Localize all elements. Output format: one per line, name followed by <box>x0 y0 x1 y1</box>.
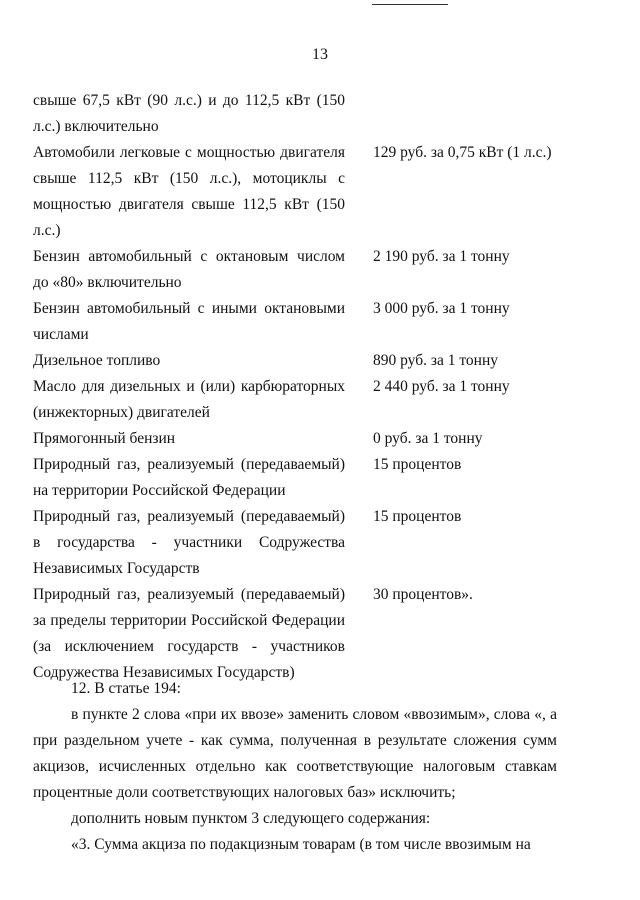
tax-rate: 2 190 руб. за 1 тонну <box>373 248 510 265</box>
tax-rate: 129 руб. за 0,75 кВт (1 л.с.) <box>373 144 552 161</box>
tax-rate: 3 000 руб. за 1 тонну <box>373 300 510 317</box>
tax-rate: 15 процентов <box>373 456 462 473</box>
table-row <box>33 244 593 296</box>
table-row <box>33 426 593 452</box>
goods-name: Природный газ, реализуемый (передаваемый) в государства - участники Содружества Независимых Государств <box>33 508 345 577</box>
table-row <box>33 582 593 686</box>
top-rule <box>372 4 448 5</box>
amendment-text <box>33 676 557 858</box>
goods-name: свыше 67,5 кВт (90 л.с.) и до 112,5 кВт (150 л.с.) включительно <box>33 92 345 135</box>
goods-name: Прямогонный бензин <box>33 430 176 447</box>
tax-rate: 2 440 руб. за 1 тонну <box>373 378 510 395</box>
goods-name: Автомобили легковые с мощностью двигателя свыше 112,5 кВт (150 л.с.), мотоциклы с мощностью двигателя свыше 112,5 кВт (150 л.с.) <box>33 144 345 239</box>
goods-name: Дизельное топливо <box>33 352 161 369</box>
table-row <box>33 140 593 244</box>
item-heading: 12. В статье 194: <box>71 680 181 697</box>
tax-rate: 890 руб. за 1 тонну <box>373 352 499 369</box>
goods-name: Природный газ, реализуемый (передаваемый) на территории Российской Федерации <box>33 456 345 499</box>
table-row <box>33 296 593 348</box>
paragraph: дополнить новым пунктом 3 следующего содержания: <box>71 810 431 827</box>
goods-name: Бензин автомобильный с иными октановыми числами <box>33 300 345 343</box>
table-row <box>33 88 593 140</box>
paragraph: «3. Сумма акциза по подакцизным товарам (в том числе ввозимым на <box>71 836 531 853</box>
table-row <box>33 374 593 426</box>
page-number: 13 <box>312 46 328 63</box>
goods-name: Масло для дизельных и (или) карбюраторных (инжекторных) двигателей <box>33 378 345 421</box>
tax-rate: 0 руб. за 1 тонну <box>373 430 483 447</box>
table-row <box>33 504 593 582</box>
paragraph: в пункте 2 слова «при их ввозе» заменить словом «ввозимым», слова «, а при раздельном учете - как сумма, полученная в результате сложения сумм акцизов, исчисленных отдельно как соответствующие налоговым ставкам процентные доли соответствующих налоговых баз» исключить; <box>33 706 557 801</box>
tax-rate: 15 процентов <box>373 508 462 525</box>
table-row <box>33 452 593 504</box>
excise-rate-table <box>33 88 593 686</box>
table-row <box>33 348 593 374</box>
goods-name: Бензин автомобильный с октановым числом до «80» включительно <box>33 248 345 291</box>
goods-name: Природный газ, реализуемый (передаваемый) за пределы территории Российской Федерации (за исключением государств - участников Содружества Независимых Государств) <box>33 586 345 681</box>
tax-rate: 30 процентов». <box>373 586 473 603</box>
